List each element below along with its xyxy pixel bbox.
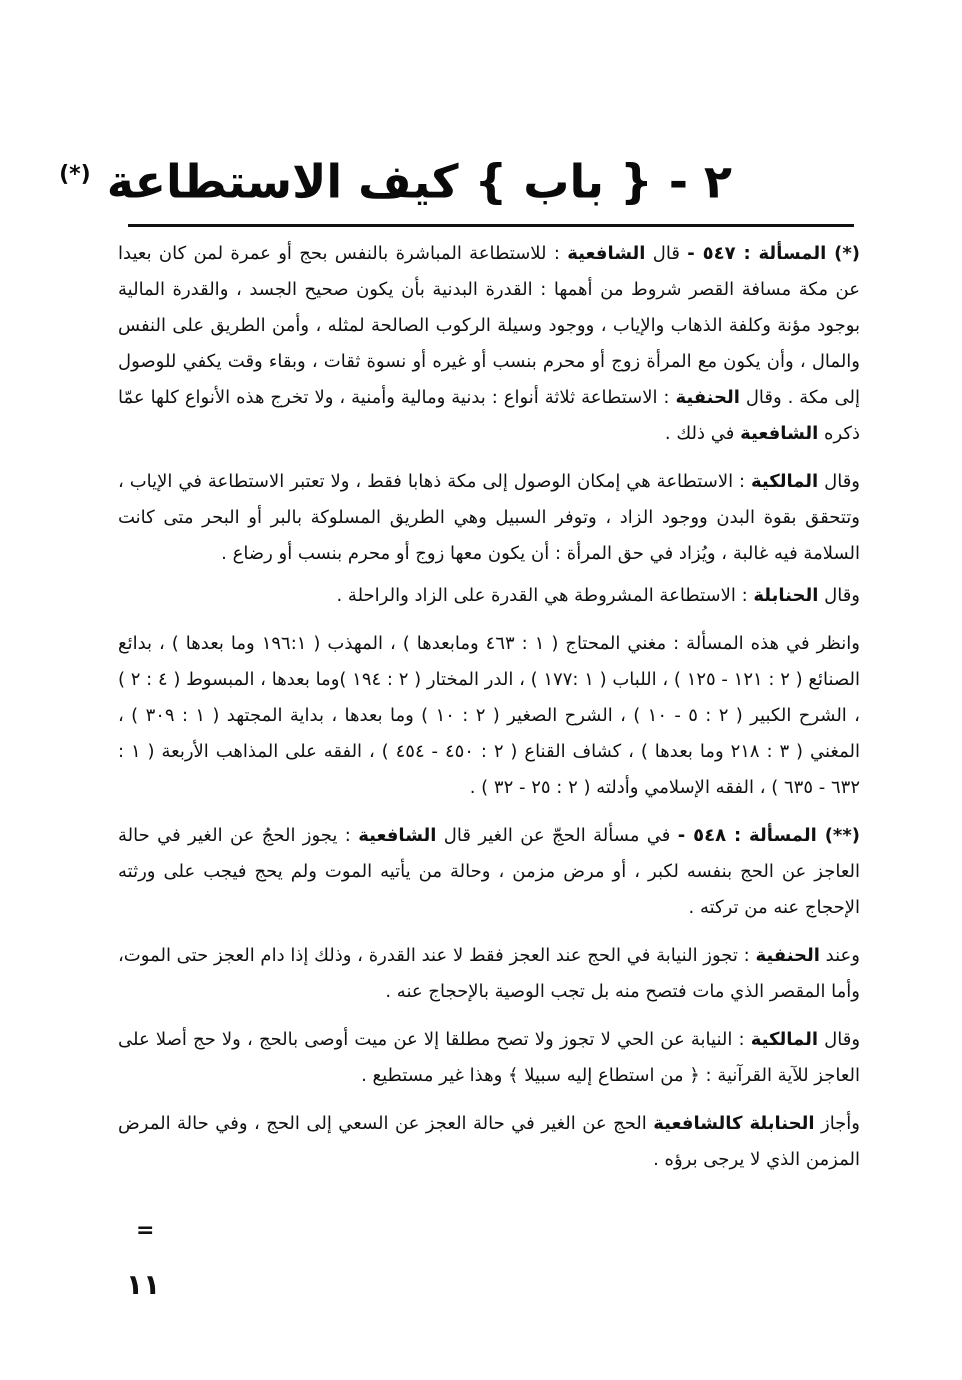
school-name: الحنابلة xyxy=(753,585,819,606)
footnote-paragraph-maliki xyxy=(118,464,860,572)
school-name: الحنفية xyxy=(755,945,820,966)
footnote-paragraph-hanafi xyxy=(118,938,860,1010)
lead-text: قال xyxy=(652,243,680,264)
school-name: الشافعية xyxy=(740,423,819,444)
lead-text: وقال xyxy=(824,471,860,492)
footnote-paragraph-547 xyxy=(118,236,860,452)
footnote-paragraph-hanbali-2 xyxy=(118,1106,860,1178)
paragraph-text: : الاستطاعة ثلاثة أنواع : بدنية ومالية وأمنية ، ولا تخرج هذه الأنواع كلها عمّا ذكره xyxy=(118,387,860,444)
chapter-number: ٢ - xyxy=(668,154,732,209)
school-name: المالكية xyxy=(750,1029,818,1050)
lead-text: وقال xyxy=(824,585,860,606)
issue-label: (*) المسألة : ٥٤٧ - xyxy=(687,243,860,264)
paragraph-text: : الاستطاعة المشروطة هي القدرة على الزاد والراحلة . xyxy=(336,585,748,606)
school-name: الحنفية xyxy=(675,387,740,408)
page-number: ١١ xyxy=(126,1268,161,1301)
footnote-paragraph-548 xyxy=(118,818,860,926)
lead-text: وقال xyxy=(745,387,782,408)
paragraph-text: : للاستطاعة المباشرة بالنفس بحج أو عمرة لمن كان بعيدا عن مكة مسافة القصر شروط من أهمها : القدرة البدنية بأن يكون صحيح الجسد ، والقدرة المالية بوجود مؤنة وكلفة الذهاب والإياب ، ووجود وسيلة الركوب الصالحة لمثله ، وأمن الطريق على النفس والمال ، وأن يكون مع المرأة زوج أو محرم بنسب أو غيره أو نسوة ثقات ، وبقاء وقت يكفي للوصول إلى مكة . xyxy=(118,243,860,408)
paragraph-text: : تجوز النيابة في الحج عند العجز فقط لا عند القدرة ، وذلك إذا دام العجز حتى الموت، وأما المقصر الذي مات فتصح منه بل تجب الوصية بالإحجاج عنه . xyxy=(118,945,860,1002)
school-name: الشافعية xyxy=(358,825,437,846)
lead-text: وعند xyxy=(825,945,860,966)
lead-text: في مسألة الحجّ عن الغير قال xyxy=(443,825,671,846)
footnotes-section xyxy=(118,236,860,1190)
footnote-marker: (*) xyxy=(59,162,91,187)
footnote-paragraph-references xyxy=(118,626,860,806)
footnote-paragraph-hanbali xyxy=(118,578,860,614)
paragraph-text: : يجوز الحجُ عن الغير في حالة العاجز عن الحج بنفسه لكبر ، أو مرض مزمن ، وحالة من يأتيه الموت ولم يحج فيجب على ورثته الإحجاج عنه من تركته . xyxy=(118,825,860,918)
chapter-title-text: { باب } كيف الاستطاعة xyxy=(106,154,653,209)
school-name: الشافعية xyxy=(567,243,646,264)
school-name: المالكية xyxy=(750,471,819,492)
lead-text: وأجاز xyxy=(821,1113,860,1134)
issue-label: (**) المسألة : ٥٤٨ - xyxy=(677,825,860,846)
paragraph-text: في ذلك . xyxy=(664,423,735,444)
continuation-mark: = xyxy=(136,1218,155,1243)
paragraph-text: الحج عن الغير في حالة العجز عن السعي إلى الحج ، وفي حالة المرض المزمن الذي لا يرجى برؤه . xyxy=(118,1113,860,1170)
footnote-separator-line xyxy=(128,224,854,227)
footnote-paragraph-maliki-2 xyxy=(118,1022,860,1094)
paragraph-text: : النيابة عن الحي لا تجوز ولا تصح مطلقا إلا عن ميت أوصى بالحج ، ولا حج أصلا على العاجز للآية القرآنية : ﴿ من استطاع إليه سبيلا ﴾ وهذا غير مستطيع . xyxy=(118,1029,860,1086)
paragraph-text: : الاستطاعة هي إمكان الوصول إلى مكة ذهابا فقط ، ولا تعتبر الاستطاعة في الإياب ، وتتحقق بقوة البدن ووجود الزاد ، وتوفر السبيل وهي الطريق المسلوكة بالبر أو البحر متى كانت السلامة فيه غالبة ، ويُزاد في حق المرأة : أن يكون معها زوج أو محرم بنسب أو رضاع . xyxy=(118,471,860,564)
chapter-heading xyxy=(59,140,732,216)
references-text: وانظر في هذه المسألة : مغني المحتاج ( ١ : ٤٦٣ ومابعدها ) ، المهذب ( ١٩٦:١ وما بعدها ) ، بدائع الصنائع ( ٢ : ١٢١ - ١٢٥ ) ، اللباب ( ١ :١٧٧ ) ، الدر المختار ( ٢ : ١٩٤ )وما بعدها ، المبسوط ( ٤ : ٢ ) ، الشرح الكبير ( ٢ : ٥ - ١٠ ) ، الشرح الصغير ( ٢ : ١٠ ) وما بعدها ، بداية المجتهد ( ١ : ٣٠٩ ) ، المغني ( ٣ : ٢١٨ وما بعدها ) ، كشاف القناع ( ٢ : ٤٥٠ - ٤٥٤ ) ، الفقه على المذاهب الأربعة ( ١ : ٦٣٢ - ٦٣٥ ) ، الفقه الإسلامي وأدلته ( ٢ : ٢٥ - ٣٢ ) . xyxy=(118,633,860,798)
school-name: الحنابلة كالشافعية xyxy=(653,1113,815,1134)
lead-text: وقال xyxy=(824,1029,861,1050)
